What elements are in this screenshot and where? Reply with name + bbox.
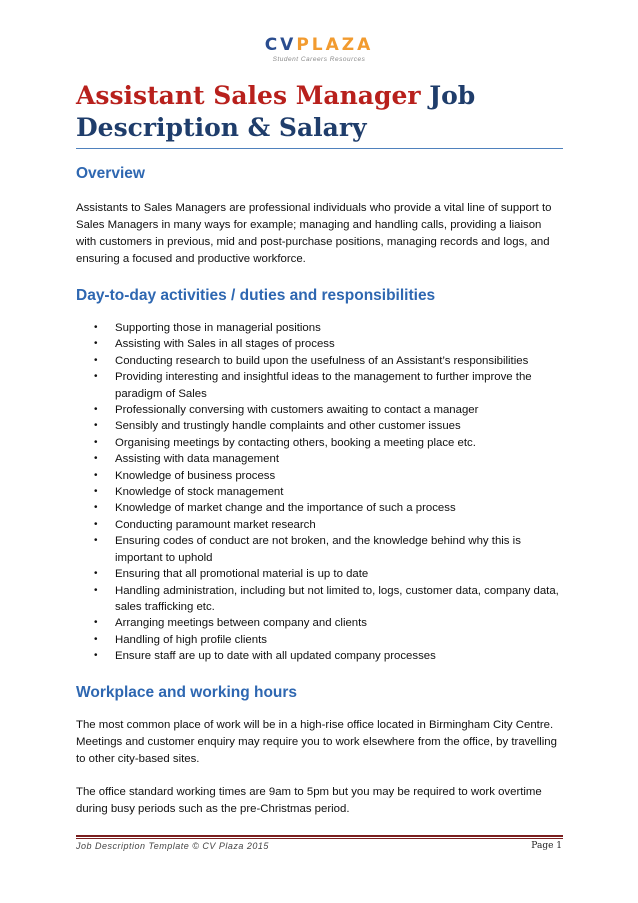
title-divider xyxy=(76,148,563,149)
bullet-icon: • xyxy=(94,650,98,662)
footer-divider-thin xyxy=(76,838,563,839)
workplace-paragraph-1: The most common place of work will be in a high-rise office located in Birmingham City Centre. Meetings and customer enquiry may require you to work elsewhere from the office, by travelling to other city-based sites. xyxy=(76,718,557,765)
bullet-icon: • xyxy=(94,568,98,580)
bullet-icon: • xyxy=(94,436,98,448)
bullet-icon: • xyxy=(94,354,98,366)
logo-cv-text: CV xyxy=(264,35,297,55)
duty-text: Conducting paramount market research xyxy=(115,518,316,531)
bullet-icon: • xyxy=(94,420,98,432)
bullet-icon: • xyxy=(94,371,98,383)
workplace-heading: Workplace and working hours xyxy=(76,683,298,701)
bullet-icon: • xyxy=(94,518,98,530)
title-rest-line1: Job xyxy=(420,81,476,110)
duty-text: Knowledge of business process xyxy=(115,469,276,482)
duty-text: Conducting research to build upon the usefulness of an Assistant’s responsibilities xyxy=(115,354,529,367)
duty-list-item xyxy=(76,336,563,352)
title-line2: Description & Salary xyxy=(76,113,367,142)
duty-text: Assisting with data management xyxy=(115,453,279,466)
duty-list-item xyxy=(76,500,563,516)
bullet-icon: • xyxy=(94,469,98,481)
workplace-paragraph-2: The office standard working times are 9am to 5pm but you may be required to work overtime during busy periods such as the pre-Christmas period. xyxy=(76,785,542,815)
logo-plaza-text: PLAZA xyxy=(296,35,374,55)
duty-text: Sensibly and trustingly handle complaints and other customer issues xyxy=(115,420,461,433)
duty-list-item xyxy=(76,533,563,566)
duty-list-item xyxy=(76,402,563,418)
duty-text: Handling administration, including but not limited to, logs, customer data, company data, sales trafficking etc. xyxy=(115,584,559,613)
duty-list-item xyxy=(76,484,563,500)
overview-paragraph: Assistants to Sales Managers are professional individuals who provide a vital line of support to Sales Managers in many ways for example; managing and handling calls, providing a liaison with customers in previous, mid and post-purchase positions, managing records and logs, and ensuring a focused and productive workforce. xyxy=(76,202,552,265)
bullet-icon: • xyxy=(94,584,98,596)
duty-text: Ensuring that all promotional material is up to date xyxy=(115,568,369,581)
page-number: Page 1 xyxy=(531,841,562,851)
logo-wordmark xyxy=(265,36,374,54)
duties-list xyxy=(76,320,563,665)
duty-list-item xyxy=(76,320,563,336)
duty-text: Supporting those in managerial positions xyxy=(115,322,321,334)
duty-list-item xyxy=(76,517,563,533)
logo-tagline: Student Careers Resources xyxy=(272,56,366,63)
bullet-icon: • xyxy=(94,322,98,333)
bullet-icon: • xyxy=(94,535,98,547)
duty-list-item xyxy=(76,566,563,582)
duty-list-item xyxy=(76,632,563,648)
duty-list-item xyxy=(76,583,563,616)
duty-text: Handling of high profile clients xyxy=(115,633,267,646)
bullet-icon: • xyxy=(94,486,98,498)
document-body xyxy=(76,164,563,818)
bullet-icon: • xyxy=(94,617,98,629)
duty-text: Professionally conversing with customers awaiting to contact a manager xyxy=(115,404,479,417)
duty-list-item xyxy=(76,615,563,631)
duty-text: Ensuring codes of conduct are not broken, and the knowledge behind why this is important to uphold xyxy=(115,535,521,564)
bullet-icon: • xyxy=(94,453,98,465)
footer-divider xyxy=(76,835,563,837)
duty-text: Knowledge of market change and the importance of such a process xyxy=(115,502,456,515)
cv-plaza-logo xyxy=(0,36,638,63)
duties-heading: Day-to-day activities / duties and responsibilities xyxy=(76,287,436,304)
bullet-icon: • xyxy=(94,338,98,350)
duty-text: Organising meetings by contacting others, booking a meeting place etc. xyxy=(115,436,476,449)
duty-text: Assisting with Sales in all stages of process xyxy=(115,338,335,351)
bullet-icon: • xyxy=(94,633,98,645)
duty-text: Knowledge of stock management xyxy=(115,486,284,499)
duty-list-item xyxy=(76,468,563,484)
duty-list-item xyxy=(76,418,563,434)
duty-list-item xyxy=(76,435,563,451)
duty-list-item xyxy=(76,648,563,664)
duty-list-item xyxy=(76,369,563,402)
duty-list-item xyxy=(76,353,563,369)
title-accent: Assistant Sales Manager xyxy=(76,81,421,110)
footer-copyright: Job Description Template © CV Plaza 2015 xyxy=(76,841,269,851)
overview-heading: Overview xyxy=(76,165,145,182)
duty-text: Ensure staff are up to date with all updated company processes xyxy=(115,650,436,663)
page-title xyxy=(76,80,566,144)
bullet-icon: • xyxy=(94,502,98,514)
bullet-icon: • xyxy=(94,404,98,416)
duty-text: Arranging meetings between company and clients xyxy=(115,617,368,630)
duty-list-item xyxy=(76,451,563,467)
duty-text: Providing interesting and insightful ideas to the management to further improve the paradigm of Sales xyxy=(115,371,532,400)
